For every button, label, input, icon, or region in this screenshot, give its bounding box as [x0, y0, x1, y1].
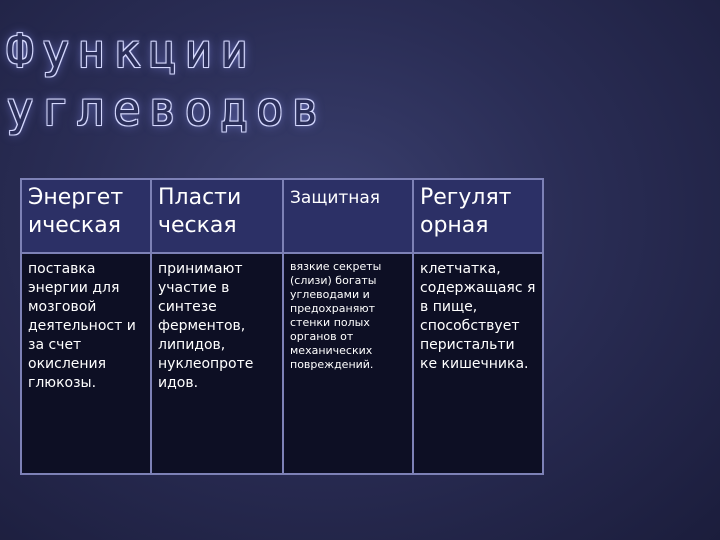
header-protective: Защитная	[283, 179, 413, 253]
cell-energy: поставка энергии для мозговой деятельност и за счет окисления глюкозы.	[21, 253, 151, 474]
header-regulatory: Регулят орная	[413, 179, 543, 253]
cell-plastic: принимают участие в синтезе ферментов, липидов, нуклеопроте идов.	[151, 253, 283, 474]
title-line-1: Функции	[6, 24, 256, 78]
header-plastic: Пласти ческая	[151, 179, 283, 253]
cell-regulatory: клетчатка, содержащаяс я в пище, способствует перистальти ке кишечника.	[413, 253, 543, 474]
table-row	[21, 253, 543, 474]
functions-table	[20, 178, 544, 475]
cell-protective: вязкие секреты (слизи) богаты углеводами и предохраняют стенки полых органов от механических повреждений.	[283, 253, 413, 474]
header-energy: Энергет ическая	[21, 179, 151, 253]
title-line-2: углеводов	[6, 82, 328, 136]
slide-title	[6, 22, 327, 138]
header-row	[21, 179, 543, 253]
